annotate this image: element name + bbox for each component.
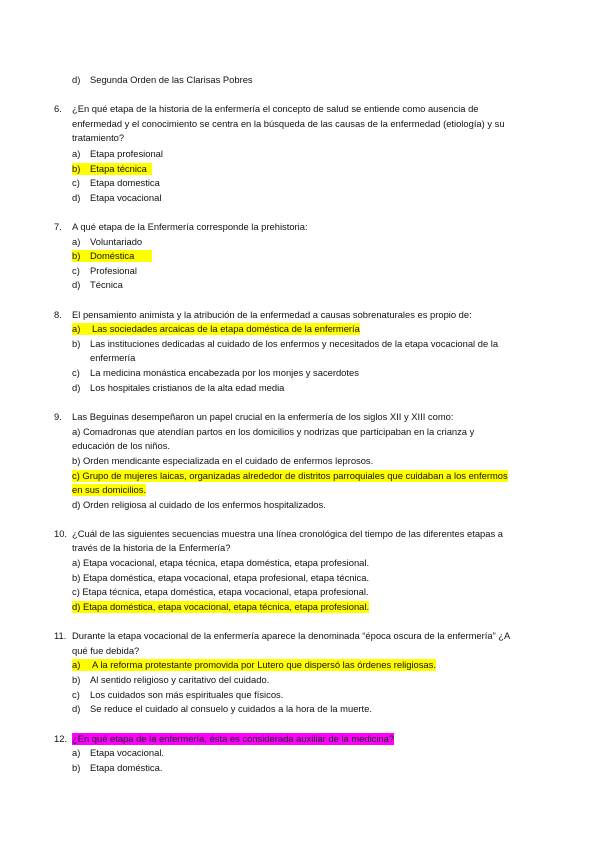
highlighted-answer: Etapa técnica bbox=[90, 163, 147, 174]
highlighted-question: ¿En qué etapa de la enfermería, ésta es considerada auxiliar de la medicina? bbox=[72, 733, 395, 744]
question-number: 8. bbox=[54, 309, 62, 320]
question-number: 10. bbox=[54, 528, 68, 539]
document-page: d) Segunda Orden de las Clarisas Pobres 6. ¿En qué etapa de la historia de la enfermería el concepto de salud se entiende como ausencia de enfermedad y el conocimiento se centra en la búsqueda de las causas de la enfermedad (etiología) y su tratamiento? a) Etapa profesional b) Etapa técnica c) Etapa domestica d) Etapa vocacional 7. A qué etapa de la Enfermería corresponde la prehistoria: a) Voluntariado b) Doméstica c) Profesional d) Técnica 8. El pensamiento animista y la atribución de la enfermedad a causas sobrenaturales es propio de: a) Las sociedades arcaicas de la etapa doméstica de la enfermería b) Las instituciones dedicadas al cuidado de los enfermos y necesitados de la etapa vocacional de la enfermería c) La medicina monástica encabezada por los monjes y sacerdotes d) Los hospitales cristianos de la alta edad media 9. Las Beguinas desempeñaron un papel crucial en la enfermería de los siglos XII y XIII como: a) Comadronas que atendían partos en los domicilios y nodrizas que participaban en la crianza y educación de los niños. b) Orden mendicante especializada en el cuidado de enfermos leprosos. c) Grupo de mujeres laicas, organizadas alrededor de distritos parroquiales que cuidaban a los enfermos en sus domicilios. d) Orden religiosa al cuidado de los enfermos hospitalizados. 10. ¿Cuál de las siguientes secuencias muestra una línea cronológica del tiempo de las diferentes etapas a través de la historia de la Enfermería? a) Etapa vocacional, etapa técnica, etapa doméstica, etapa profesional. b) Etapa doméstica, etapa vocacional, etapa profesional, etapa técnica. c) Etapa técnica, etapa doméstica, etapa vocacional, etapa profesional. d) Etapa doméstica, etapa vocacional, etapa técnica, etapa profesional. 11. Durante la etapa vocacional de la enfermería aparece la denominada “época oscura de la enfermería” ¿A qué fue debida? a) A la reforma protestante promovida por Lutero que dispersó las órdenes religiosas. b) Al sentido religioso y caritativo del cuidado. c) Los cuidados son más espirituales que físicos. d) Se reduce el cuidado al consuelo y cuidados a la hora de la muerte. 12. ¿En qué etapa de la enfermería, ésta es considerada auxiliar de la medicina? a) Etapa vocacional. b) Etapa doméstica. bbox=[54, 74, 511, 773]
highlighted-answer: Doméstica bbox=[90, 250, 135, 261]
question-number: 12. bbox=[54, 733, 68, 744]
question-number: 7. bbox=[54, 221, 62, 232]
highlighted-answer: A la reforma protestante promovida por Lutero que dispersó las órdenes religiosas. bbox=[92, 659, 436, 670]
question-number: 9. bbox=[54, 411, 62, 422]
highlighted-answer: d) Etapa doméstica, etapa vocacional, etapa técnica, etapa profesional. bbox=[72, 601, 370, 612]
highlighted-answer: en sus domicilios. bbox=[72, 484, 146, 495]
question-number: 11. bbox=[54, 630, 67, 641]
highlighted-answer: Las sociedades arcaicas de la etapa doméstica de la enfermería bbox=[92, 323, 360, 334]
highlighted-answer: c) Grupo de mujeres laicas, organizadas alrededor de distritos parroquiales que cuidaban a los enfermos bbox=[72, 470, 508, 481]
question-number: 6. bbox=[54, 103, 62, 114]
